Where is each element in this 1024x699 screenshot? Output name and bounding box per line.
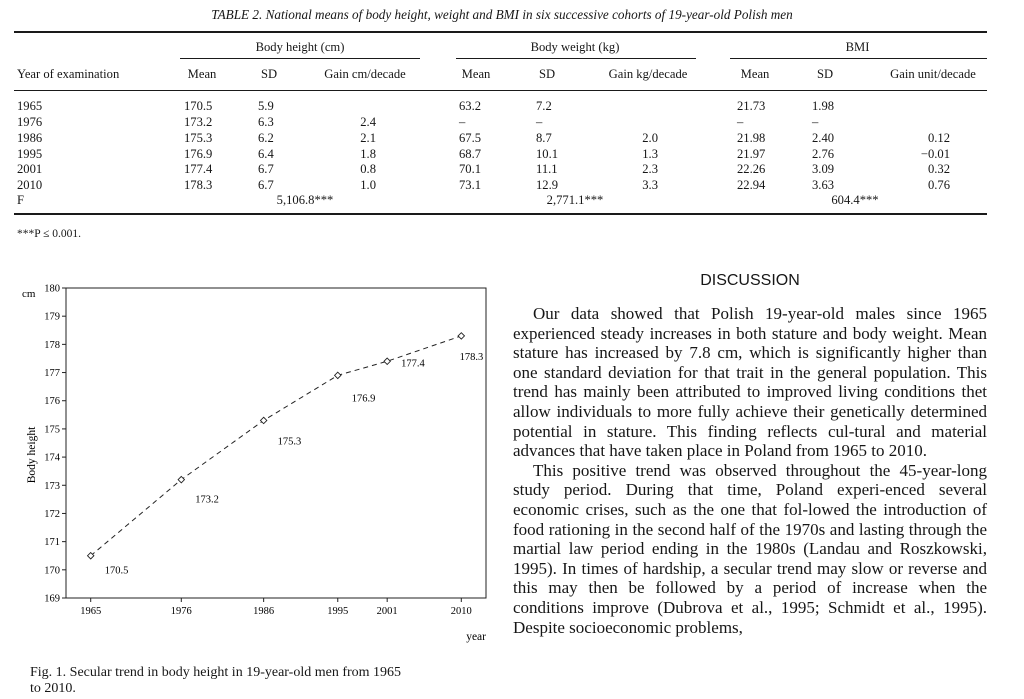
table-cell: 2.4 [360,115,376,129]
subheader-2: Gain cm/decade [324,67,406,81]
y-tick-label: 169 [44,593,60,605]
table-cell: 2.3 [642,162,658,176]
table-cell: 1.8 [360,147,376,161]
table-cell: 2.76 [812,147,835,161]
table-cell: 0.32 [927,162,950,176]
table-cell: 8.7 [536,131,552,145]
data-point-marker [335,372,341,378]
table-cell: 63.2 [459,99,482,113]
y-tick-label: 173 [44,480,60,492]
data-point-marker [178,476,184,482]
subheader-8: Gain unit/decade [890,67,976,81]
plot-frame [66,288,486,598]
subheader-3: Mean [461,67,491,81]
subheader-7: SD [816,67,834,81]
table-cell: 21.73 [737,99,766,113]
table-bottom-rule [14,213,987,215]
table-cell: 0.76 [927,178,950,192]
y-tick-label: 179 [44,311,60,323]
table-cell: 3.63 [812,178,835,192]
table-cell: 21.98 [737,131,766,145]
table-caption: TABLE 2. National means of body height, weight and BMI in six successive cohorts of 19-year-old Polish men [211,7,793,22]
table-cell: 175.3 [184,131,213,145]
table-cell: 70.1 [459,162,482,176]
group-header-height: Body height (cm) [255,40,345,54]
figure-caption-line-2: to 2010. [30,681,76,696]
table-row-year: 2010 [17,178,43,192]
table-cell: 68.7 [459,147,482,161]
data-label: 175.3 [277,436,302,448]
table-cell: 12.9 [536,178,559,192]
y-tick-label: 170 [44,565,60,577]
table-cell: 0.12 [927,131,950,145]
table-cell: 178.3 [184,178,213,192]
y-axis-unit: cm [22,288,36,300]
table-row-year: 1995 [17,147,43,161]
body-height-chart [0,280,500,655]
data-point-marker [458,333,464,339]
y-tick-label: 177 [44,368,60,380]
discussion-paragraph-2: This positive trend was observed throughout the 45-year-long study period. During that time, Poland experi-enced several economic crises, such as the one that fol-lowed the introduction of food rationing in the second half of the 1970s and lasting through the martial law period ending in the 1980s (Landau and Roszkowski, 1995). In times of hardship, a secular trend may slow or reverse and this may then be followed by a period of increase when the conditions improve (Dubrova et al., 1995; Schmidt et al., 1995). Despite socioeconomic problems, [513,460,987,637]
table-cell: 2.0 [642,131,658,145]
discussion-heading: DISCUSSION [700,272,800,289]
table-cell: – [536,115,543,129]
table-top-rule [14,31,987,33]
x-tick-label: 1965 [80,606,102,617]
table-footnote: ***P ≤ 0.001. [17,228,82,240]
table-cell: 6.7 [258,178,274,192]
table-cell: 6.7 [258,162,274,176]
f-value-bmi: 604.4*** [831,193,879,207]
subheader-6: Mean [740,67,770,81]
data-label: 177.4 [401,358,425,370]
figure-caption-line-1: Fig. 1. Secular trend in body height in 19-year-old men from 1965 [30,665,402,680]
header-bottom-rule [14,90,987,91]
table-cell: – [459,115,466,129]
subheader-4: SD [538,67,556,81]
subheader-0: Mean [187,67,217,81]
data-label: 176.9 [351,393,376,405]
y-tick-label: 178 [44,339,60,351]
x-tick-label: 1976 [170,606,192,617]
year-header: Year of examination [17,67,120,81]
group-rule-weight [456,58,696,59]
x-axis-label: year [466,631,486,643]
table-cell: 10.1 [536,147,559,161]
y-tick-label: 171 [44,537,60,549]
table-cell: 6.4 [258,147,274,161]
table-cell: 1.0 [360,178,376,192]
table-cell: 6.3 [258,115,274,129]
table-cell: 1.98 [812,99,835,113]
x-tick-label: 1986 [253,606,275,617]
table-cell: 67.5 [459,131,482,145]
table-cell: 1.3 [642,147,658,161]
table-cell: 176.9 [184,147,213,161]
table-cell: 2.40 [812,131,835,145]
table-row-year: 1965 [17,99,43,113]
table-cell: 11.1 [536,162,558,176]
x-tick-label: 2010 [450,606,472,617]
table-cell: – [812,115,819,129]
table-cell: 3.3 [642,178,658,192]
chart-labels [105,352,484,577]
table-cell: 22.26 [737,162,766,176]
f-value-height: 5,106.8*** [276,193,334,207]
discussion-paragraph-1: Our data showed that Polish 19-year-old males since 1965 experienced steady increases in both stature and body weight. Mean stature has increased by 7.8 cm, which is significantly higher than one standard deviation for that trait in the general population. This trend has mainly been attributed to improved living conditions thet allow individuals to more fully achieve their genetically determined potential in stature. This finding reflects cul-tural and material advances that have taken place in Poland from 1965 to 2010. [513,304,987,461]
group-header-weight: Body weight (kg) [530,40,620,54]
discussion-body [513,304,987,637]
data-point-marker [260,417,266,423]
table-row-year: 1986 [17,131,43,145]
subheader-1: SD [260,67,278,81]
table-cell: 170.5 [184,99,213,113]
subheader-5: Gain kg/decade [608,67,688,81]
y-tick-label: 180 [44,283,60,295]
figure-caption [30,665,500,697]
table-cell: 3.09 [812,162,835,176]
data-point-marker [384,358,390,364]
group-rule-bmi [730,58,987,59]
table-cell: 173.2 [184,115,213,129]
f-value-weight: 2,771.1*** [546,193,604,207]
y-tick-label: 176 [44,396,60,408]
y-tick-label: 175 [44,424,60,436]
table-cell: 5.9 [258,99,274,113]
table-cell: 21.97 [737,147,766,161]
table-cell: 177.4 [184,162,213,176]
table-row-year: 2001 [17,162,43,176]
chart-axes [66,288,486,598]
table-cell: 6.2 [258,131,274,145]
data-label: 170.5 [104,565,129,577]
x-tick-label: 2001 [376,606,398,617]
table-cell: 2.1 [360,131,376,145]
data-label: 178.3 [459,351,484,363]
f-row-label: F [17,193,25,207]
table-cell: 73.1 [459,178,482,192]
y-axis-label: Body height [26,426,38,484]
table-cell: 0.8 [360,162,376,176]
group-header-bmi: BMI [845,40,870,54]
y-tick-label: 174 [44,452,60,464]
y-tick-label: 172 [44,508,60,520]
group-rule-height [180,58,420,59]
x-tick-label: 1995 [327,606,349,617]
table-cell: – [737,115,744,129]
table-cell: 22.94 [737,178,766,192]
table-cell: 7.2 [536,99,552,113]
table-cell: −0.01 [920,147,950,161]
table-row-year: 1976 [17,115,43,129]
data-label: 173.2 [195,494,219,506]
